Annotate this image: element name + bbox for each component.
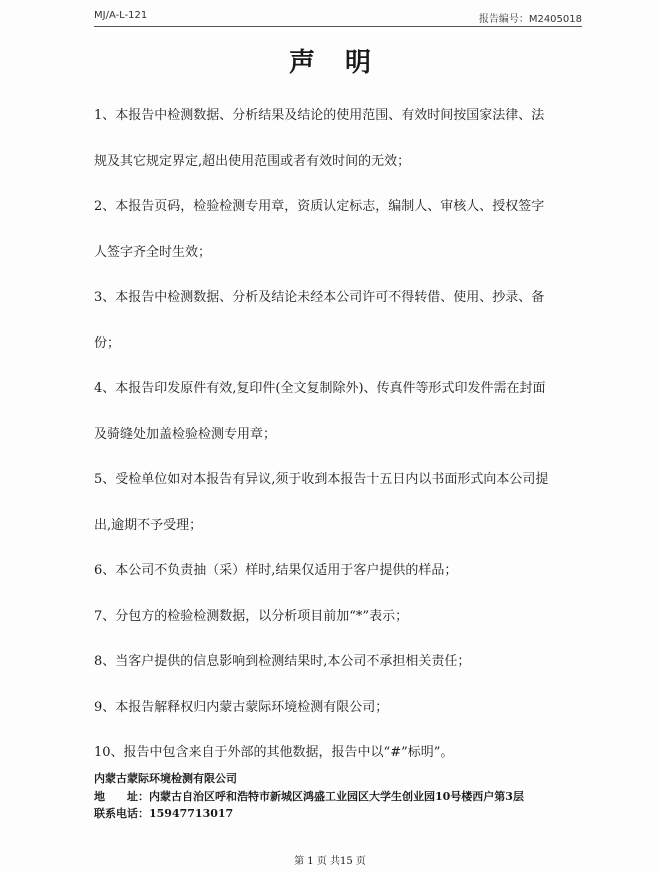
page-title: 声明 — [288, 48, 401, 78]
clause-5-line-2: 出,逾期不予受理； — [94, 517, 203, 533]
clause-4-line-2: 及骑缝处加盖检验检测专用章； — [94, 426, 277, 442]
company-name: 内蒙古蒙际环境检测有限公司 — [94, 772, 237, 785]
clause-8: 8、当客户提供的信息影响到检测结果时,本公司不承担相关责任； — [94, 654, 471, 669]
clause-6: 6、本公司不负责抽（采）样时,结果仅适用于客户提供的样品； — [94, 563, 458, 578]
clause-7: 7、分包方的检验检测数据，以分析项目前加“*”表示； — [94, 608, 409, 624]
address-label: 地 址： — [94, 789, 149, 803]
clause-3-line-1: 3、本报告中检测数据、分析及结论未经本公司许可不得转借、使用、抄录、备 — [94, 290, 545, 305]
company-address — [94, 788, 524, 806]
clause-5-line-1: 5、受检单位如对本报告有异议,须于收到本报告十五日内以书面形式向本公司提 — [94, 472, 549, 487]
clause-2-line-1: 2、本报告页码，检验检测专用章，资质认定标志，编制人、审核人、授权签字 — [94, 199, 545, 214]
declaration-clauses — [94, 93, 586, 776]
clause-1-line-1: 1、本报告中检测数据、分析结果及结论的使用范围、有效时间按国家法律、法 — [94, 108, 545, 123]
company-phone — [94, 805, 524, 823]
clause-10: 10、报告中包含来自于外部的其他数据，报告中以“#”标明”。 — [94, 745, 454, 760]
page-header — [94, 8, 582, 27]
clause-4-line-1: 4、本报告印发原件有效,复印件(全文复制除外)、传真件等形式印发件需在封面 — [94, 381, 546, 396]
address-value: 内蒙古自治区呼和浩特市新城区鸿盛工业园区大学生创业园10号楼西户第3层 — [149, 789, 524, 803]
company-info — [94, 770, 524, 823]
report-number: 报告编号：M2405018 — [478, 14, 582, 25]
clause-2-line-2: 人签字齐全时生效； — [94, 244, 212, 260]
clause-9: 9、本报告解释权归内蒙古蒙际环境检测有限公司； — [94, 699, 389, 715]
clause-1-line-2: 规及其它规定界定,超出使用范围或者有效时间的无效； — [94, 153, 411, 169]
phone-value: 15947713017 — [149, 807, 234, 820]
phone-label: 联系电话： — [94, 807, 149, 820]
page-number: 第 1 页 共15 页 — [294, 856, 366, 867]
clause-3-line-2: 份； — [94, 335, 121, 351]
document-code: MJ/A-L-121 — [94, 10, 148, 21]
